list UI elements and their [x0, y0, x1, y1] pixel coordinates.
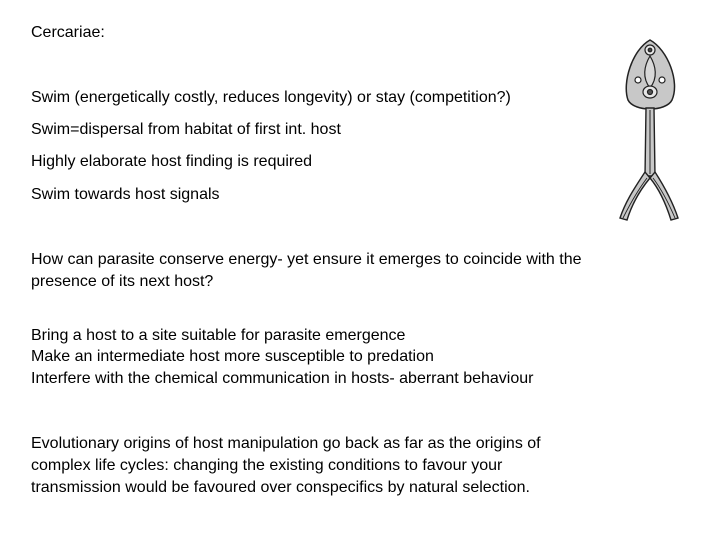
strategy-chemical: Interfere with the chemical communication in hosts- aberrant behaviour — [31, 370, 534, 387]
strategy-site-emergence: Bring a host to a site suitable for parasite emergence — [31, 327, 406, 344]
cercaria-tail — [620, 108, 678, 220]
strategy-predation: Make an intermediate host more susceptible to predation — [31, 348, 434, 365]
slide-title: Cercariae: — [31, 24, 105, 41]
conclusion-line-3: transmission would be favoured over conspecifics by natural selection. — [31, 479, 530, 496]
point-host-finding: Highly elaborate host finding is required — [31, 153, 313, 170]
point-swim-or-stay: Swim (energetically costly, reduces longevity) or stay (competition?) — [31, 89, 511, 106]
conclusion-line-2: complex life cycles: changing the existing conditions to favour your — [31, 457, 503, 474]
question-line-2: presence of its next host? — [31, 273, 214, 290]
point-dispersal: Swim=dispersal from habitat of first int. host — [31, 121, 341, 138]
question-line-1: How can parasite conserve energy- yet ensure it emerges to coincide with the — [31, 251, 582, 268]
point-host-signals: Swim towards host signals — [31, 186, 220, 203]
cercaria-illustration — [610, 38, 700, 222]
conclusion-line-1: Evolutionary origins of host manipulation go back as far as the origins of — [31, 435, 541, 452]
